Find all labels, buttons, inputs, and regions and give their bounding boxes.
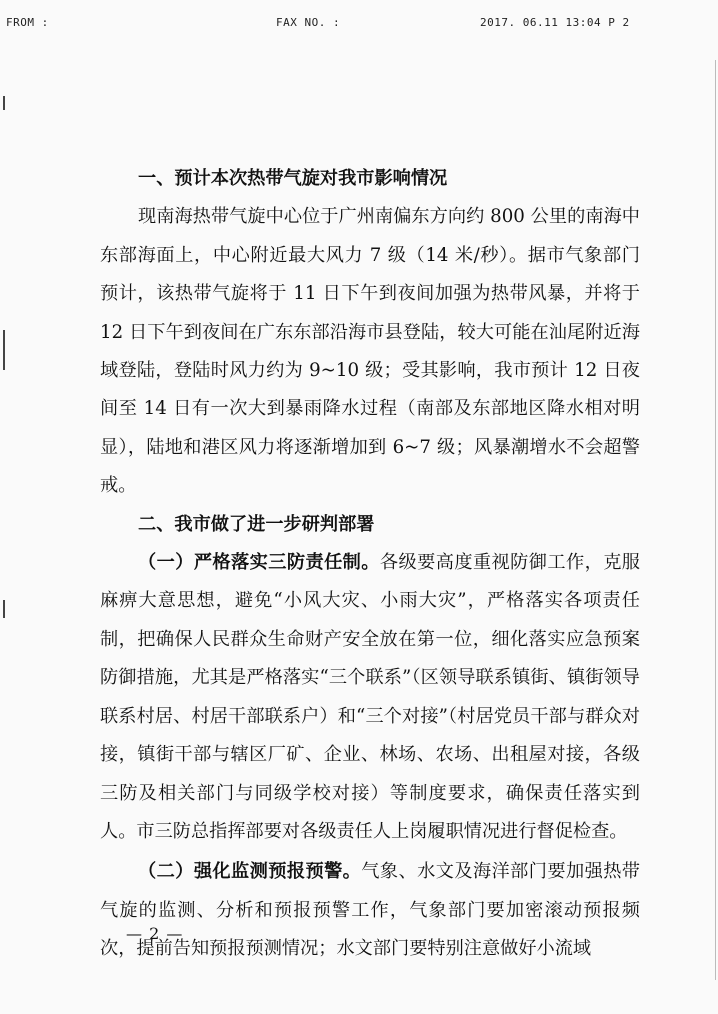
section-heading: 一、预计本次热带气旋对我市影响情况: [138, 168, 448, 189]
scan-artifact: [3, 96, 5, 110]
subsection-text: 气象、水文及海洋部门要加强热带气旋的监测、分析和预报预警工作，气象部门要加密滚动预报频次，提前告知预报预测情况；水文部门要特别注意做好小流域: [100, 861, 640, 960]
document-body: [100, 160, 640, 969]
scan-artifact: [3, 330, 5, 370]
body-paragraph: [100, 544, 640, 851]
fax-date-time-page: 2017. 06.11 13:04 P 2: [480, 16, 630, 29]
fax-from-label: FROM :: [6, 16, 49, 29]
subsection-title: （一）严格落实三防责任制。: [138, 552, 380, 574]
page-number: — 2 —: [126, 924, 184, 943]
body-paragraph: [100, 853, 640, 968]
section-heading: 二、我市做了进一步研判部署: [138, 513, 375, 535]
body-paragraph: 现南海热带气旋中心位于广州南偏东方向约 800 公里的南海中东部海面上，中心附近最大风力 7 级（14 米/秒）。据市气象部门预计，该热带气旋将于 11 日下午到夜间加强为热带风暴，并将于 12 日下午到夜间在广东东部沿海市县登陆，较大可能在汕尾附近海域登陆，登陆时风力约为 9~10 级；受其影响，我市预计 12 日夜间至 14 日有一次大到暴雨降水过程（南部及东部地区降水相对明显），陆地和港区风力将逐渐增加到 6~7 级；风暴潮增水不会超警戒。: [100, 206, 640, 497]
scan-artifact: [3, 600, 5, 618]
fax-number-label: FAX NO. :: [276, 16, 341, 29]
subsection-title: （二）强化监测预报预警。: [138, 861, 362, 883]
scan-edge-line: [715, 60, 716, 980]
subsection-text: 各级要高度重视防御工作，克服麻痹大意思想，避免“小风大灾、小雨大灾”，严格落实各项责任制，把确保人民群众生命财产安全放在第一位，细化落实应急预案防御措施，尤其是严格落实“三个联系”（区领导联系镇街、镇街领导联系村居、村居干部联系户）和“三个对接”（村居党员干部与群众对接，镇街干部与辖区厂矿、企业、林场、农场、出租屋对接，各级三防及相关部门与同级学校对接）等制度要求，确保责任落实到人。市三防总指挥部要对各级责任人上岗履职情况进行督促检查。: [100, 552, 640, 842]
fax-header: [0, 16, 718, 36]
